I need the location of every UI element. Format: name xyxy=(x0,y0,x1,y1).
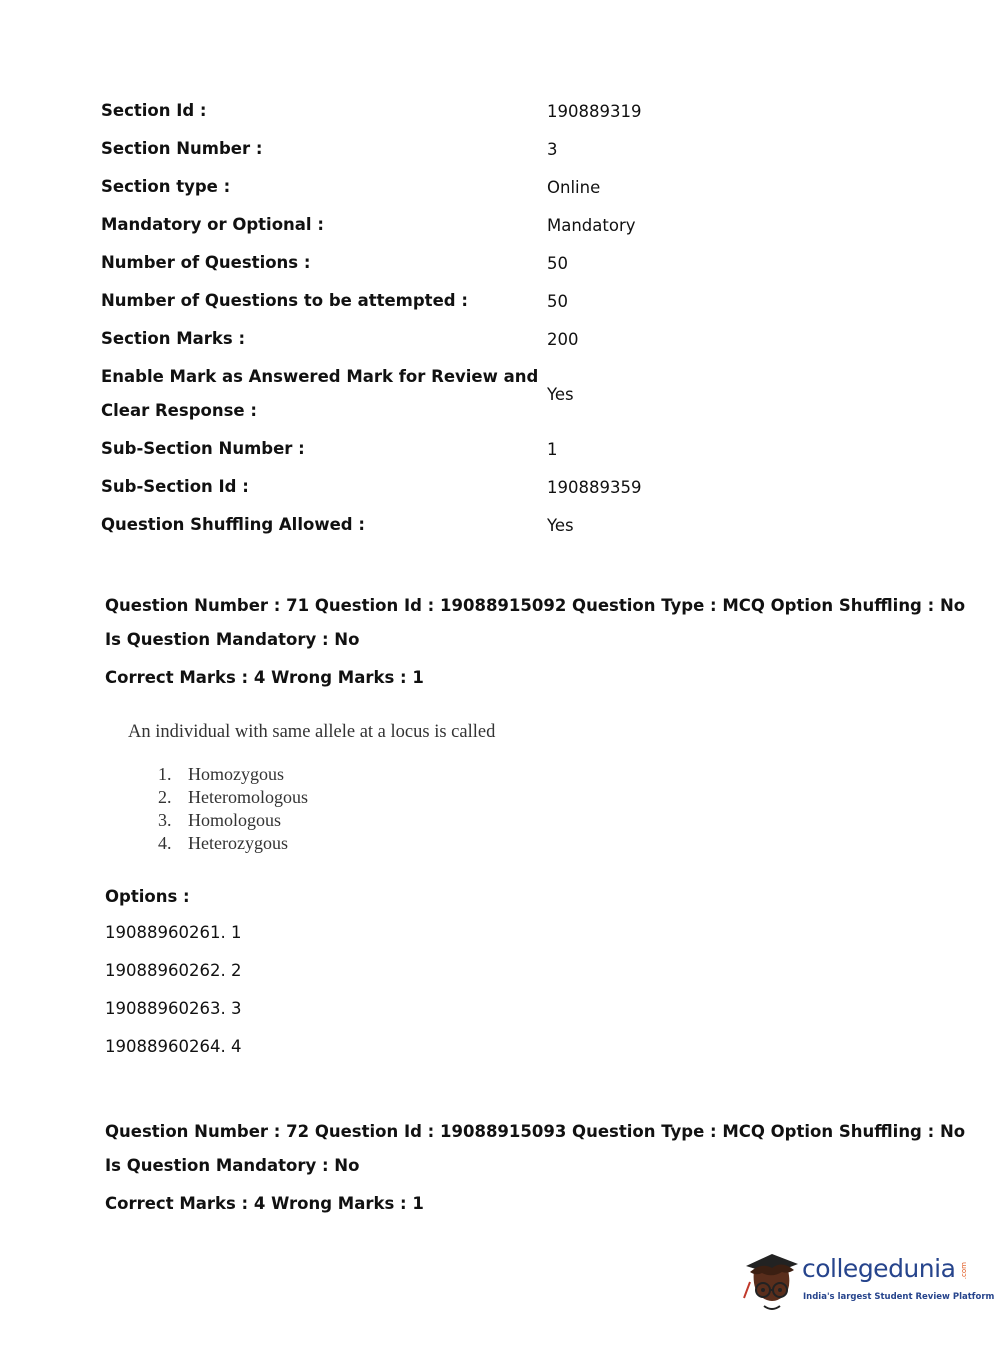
info-label: Section Number : xyxy=(101,139,263,158)
choice-item xyxy=(158,809,548,832)
info-row-section-id xyxy=(101,92,661,130)
info-label: Mandatory or Optional : xyxy=(101,215,324,234)
info-value: 3 xyxy=(547,139,558,159)
info-label-line: Clear Response : xyxy=(101,401,257,420)
info-row-mandatory xyxy=(101,206,661,244)
question-marks: Correct Marks : 4 Wrong Marks : 1 xyxy=(105,668,424,687)
choice-number: 1. xyxy=(158,764,172,784)
info-label: Question Shuffling Allowed : xyxy=(101,515,365,534)
info-value: 1 xyxy=(547,439,558,459)
info-row-enable-mark xyxy=(101,358,661,430)
options-label: Options : xyxy=(105,887,190,906)
info-label xyxy=(101,360,547,428)
question-71-body xyxy=(128,715,548,855)
info-label: Section Id : xyxy=(101,101,207,120)
info-label: Sub-Section Number : xyxy=(101,439,305,458)
logo-suffix: .com xyxy=(960,1262,968,1280)
mascot-icon xyxy=(742,1248,802,1318)
question-meta: Question Number : 72 Question Id : 19088915093 Question Type : MCQ Option Shuffling : No xyxy=(105,1122,966,1141)
question-72-header xyxy=(105,1115,966,1221)
logo-wordmark: collegedunia xyxy=(802,1254,956,1283)
choice-text: Homozygous xyxy=(188,764,284,784)
choice-number: 3. xyxy=(158,810,172,830)
info-value: 50 xyxy=(547,291,568,311)
info-value: Yes xyxy=(547,515,574,535)
question-meta: Question Number : 71 Question Id : 19088915092 Question Type : MCQ Option Shuffling : No xyxy=(105,596,966,615)
info-value: Mandatory xyxy=(547,215,636,235)
choice-list xyxy=(158,763,548,855)
question-71-header xyxy=(105,589,966,695)
info-row-questions-attempted xyxy=(101,282,661,320)
choice-text: Homologous xyxy=(188,810,282,830)
info-row-section-number xyxy=(101,130,661,168)
choice-item xyxy=(158,786,548,809)
choice-number: 4. xyxy=(158,833,172,853)
info-label: Section Marks : xyxy=(101,329,246,348)
question-mandatory: Is Question Mandatory : No xyxy=(105,630,360,649)
info-label: Number of Questions to be attempted : xyxy=(101,291,468,310)
choice-text: Heterozygous xyxy=(188,833,288,853)
info-row-section-marks xyxy=(101,320,661,358)
option-item: 19088960262. 2 xyxy=(105,961,242,980)
info-value: 50 xyxy=(547,253,568,273)
question-71-options xyxy=(105,880,241,1066)
info-value: 200 xyxy=(547,329,579,349)
info-label: Section type : xyxy=(101,177,231,196)
option-item: 19088960264. 4 xyxy=(105,1037,242,1056)
info-row-section-type xyxy=(101,168,661,206)
info-row-number-of-questions xyxy=(101,244,661,282)
info-label-line: Enable Mark as Answered Mark for Review and xyxy=(101,367,539,386)
info-row-sub-section-id xyxy=(101,468,661,506)
choice-text: Heteromologous xyxy=(188,787,308,807)
info-row-sub-section-number xyxy=(101,430,661,468)
option-item: 19088960263. 3 xyxy=(105,999,242,1018)
choice-number: 2. xyxy=(158,787,172,807)
info-value: 190889359 xyxy=(547,477,642,497)
info-value: 190889319 xyxy=(547,101,642,121)
option-item: 19088960261. 1 xyxy=(105,923,242,942)
logo-tagline: India's largest Student Review Platform xyxy=(803,1292,995,1302)
question-mandatory: Is Question Mandatory : No xyxy=(105,1156,360,1175)
question-marks: Correct Marks : 4 Wrong Marks : 1 xyxy=(105,1194,424,1213)
choice-item xyxy=(158,763,548,786)
section-info-table xyxy=(101,92,661,544)
info-label: Sub-Section Id : xyxy=(101,477,249,496)
choice-item xyxy=(158,832,548,855)
collegedunia-logo xyxy=(742,1248,995,1320)
question-text: An individual with same allele at a locus is called xyxy=(128,722,496,742)
info-row-shuffling xyxy=(101,506,661,544)
info-value: Online xyxy=(547,177,601,197)
info-value: Yes xyxy=(547,384,574,404)
info-label: Number of Questions : xyxy=(101,253,311,272)
